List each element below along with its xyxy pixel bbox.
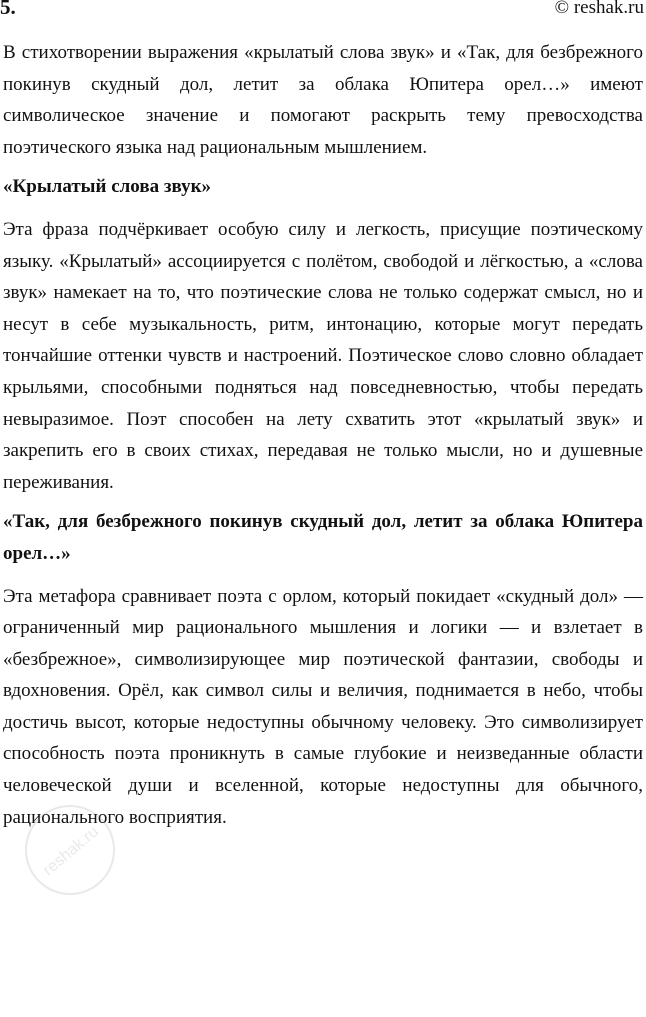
answer-body xyxy=(3,37,643,841)
page-header xyxy=(0,0,646,22)
site-credit: © reshak.ru xyxy=(554,0,644,18)
intro-paragraph: В стихотворении выражения «крылатый слова звук» и «Так, для безбрежного покинув скудный дол, летит за облака Юпитера орел…» имеют символическое значение и помогают раскрыть тему превосходства поэтического языка над рациональным мышлением. xyxy=(3,42,643,158)
task-number: 5. xyxy=(0,0,16,19)
section-text-winged-sound: Эта фраза подчёркивает особую силу и легкость, присущие поэтическому языку. «Крылатый» ассоциируется с полётом, свободой и лёгкостью, а «слова звук» намекает на то, что поэтические слова не только содержат смысл, но и несут в себе музыкальность, ритм, интонацию, которые могут передать тончайшие оттенки чувств и настроений. Поэтическое слово словно обладает крыльями, способными подняться над повседневностью, чтобы передать невыразимое. Поэт способен на лету схватить этот «крылатый звук» и закрепить его в своих стихах, передавая не только мысли, но и душевные переживания. xyxy=(3,218,643,493)
section-heading-eagle: «Так, для безбрежного покинув скудный дол, летит за облака Юпитера орел…» xyxy=(3,511,643,564)
section-heading-winged-sound: «Крылатый слова звук» xyxy=(3,176,212,198)
section-text-eagle: Эта метафора сравнивает поэта с орлом, который покидает «скудный дол» — ограниченный мир рационального мышления и логики — и взлетает в «безбрежное», символизирующее мир поэтической фантазии, свободы и вдохновения. Орёл, как символ силы и величия, поднимается в небо, чтобы достичь высот, которые недоступны обычному человеку. Это символизирует способность поэта проникнуть в самые глубокие и неизведанные области человеческой души и вселенной, которые недоступны для обычного, рационального восприятия. xyxy=(3,585,643,828)
svg-text:reshak.ru: reshak.ru xyxy=(39,823,102,880)
